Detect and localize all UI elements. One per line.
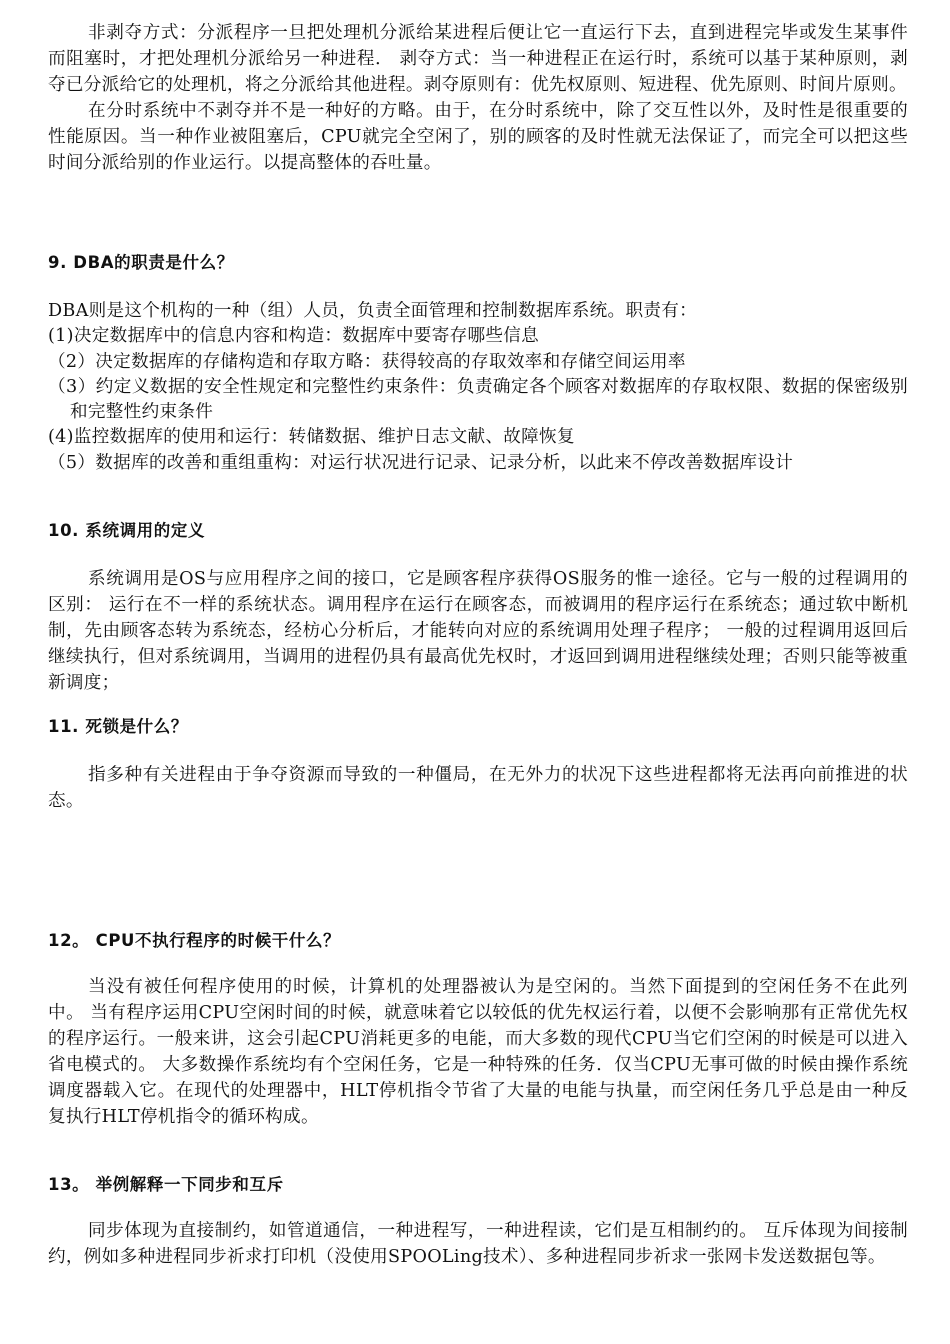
q11-section [48, 714, 908, 814]
q9-heading: 9. DBA的职责是什么？ [48, 253, 234, 272]
q9-section [48, 250, 908, 476]
preemption-paragraph: 非剥夺方式：分派程序一旦把处理机分派给某进程后便让它一直运行下去，直到进程完毕或发生某事件而阻塞时，才把处理机分派给另一种进程． 剥夺方式：当一种进程正在运行时，系统可以基于某种原则，剥夺已分派给它的处理机，将之分派给其他进程。剥夺原则有：优先权原则、短进程、优先原则、时间片原则。 [48, 23, 908, 95]
q12-section [48, 928, 908, 1130]
q11-heading: 11. 死锁是什么？ [48, 717, 188, 736]
q10-heading: 10. 系统调用的定义 [48, 521, 206, 540]
q13-heading: 13。 举例解释一下同步和互斥 [48, 1175, 284, 1194]
list-item: （5）数据库的改善和重组重构：对运行状况进行记录、记录分析，以此来不停改善数据库设计 [48, 452, 794, 473]
q11-body: 指多种有关进程由于争夺资源而导致的一种僵局，在无外力的状况下这些进程都将无法再向前推进的状态。 [48, 765, 908, 811]
q13-section [48, 1172, 908, 1270]
q12-body: 当没有被任何程序使用的时候，计算机的处理器被认为是空闲的。当然下面提到的空闲任务不在此列中。 当有程序运用CPU空闲时间的时候，就意味着它以较低的优先权运行着，以便不会影响那有正常优先权的程序运行。一般来讲，这会引起CPU消耗更多的电能，而大多数的现代CPU当它们空闲的时候是可以进入省电模式的。 大多数操作系统均有个空闲任务，它是一种特殊的任务．仅当CPU无事可做的时候由操作系统调度器载入它。在现代的处理器中，HLT停机指令节省了大量的电能与执量，而空闲任务几乎总是由一种反复执行HLT停机指令的循环构成。 [48, 977, 908, 1127]
intro-section [48, 20, 908, 176]
q12-heading: 12。 CPU不执行程序的时候干什么？ [48, 931, 341, 950]
q10-section [48, 518, 908, 696]
list-item: (4)监控数据库的使用和运行：转储数据、维护日志文献、故障恢复 [48, 427, 575, 447]
list-item: （2）决定数据库的存储构造和存取方略：获得较高的存取效率和存储空间运用率 [48, 351, 686, 372]
list-item: （3）约定义数据的安全性规定和完整性约束条件：负责确定各个顾客对数据库的存取权限、数据的保密级别和完整性约束条件 [48, 377, 908, 422]
q13-body: 同步体现为直接制约，如管道通信，一种进程写，一种进程读，它们是互相制约的。 互斥体现为间接制约，例如多种进程同步祈求打印机（没使用SPOOLing技术）、多种进程同步祈求一张网卡发送数据包等。 [48, 1221, 908, 1267]
list-item: (1)决定数据库中的信息内容和构造：数据库中要寄存哪些信息 [48, 326, 540, 346]
time-sharing-paragraph: 在分时系统中不剥夺并不是一种好的方略。由于，在分时系统中，除了交互性以外，及时性是很重要的性能原因。当一种作业被阻塞后，CPU就完全空闲了，别的顾客的及时性就无法保证了，而完全可以把这些时间分派给别的作业运行。以提高整体的吞吐量。 [48, 101, 908, 173]
q9-lead: DBA则是这个机构的一种（组）人员，负责全面管理和控制数据库系统。职责有： [48, 301, 698, 321]
q10-body: 系统调用是OS与应用程序之间的接口，它是顾客程序获得OS服务的惟一途径。它与一般的过程调用的区别： 运行在不一样的系统状态。调用程序在运行在顾客态，而被调用的程序运行在系统态；通过软中断机制，先由顾客态转为系统态，经枋心分析后，才能转向对应的系统调用处理子程序； 一般的过程调用返回后继续执行，但对系统调用，当调用的进程仍具有最高优先权时，才返回到调用进程继续处理；否则只能等被重新调度； [48, 569, 908, 693]
